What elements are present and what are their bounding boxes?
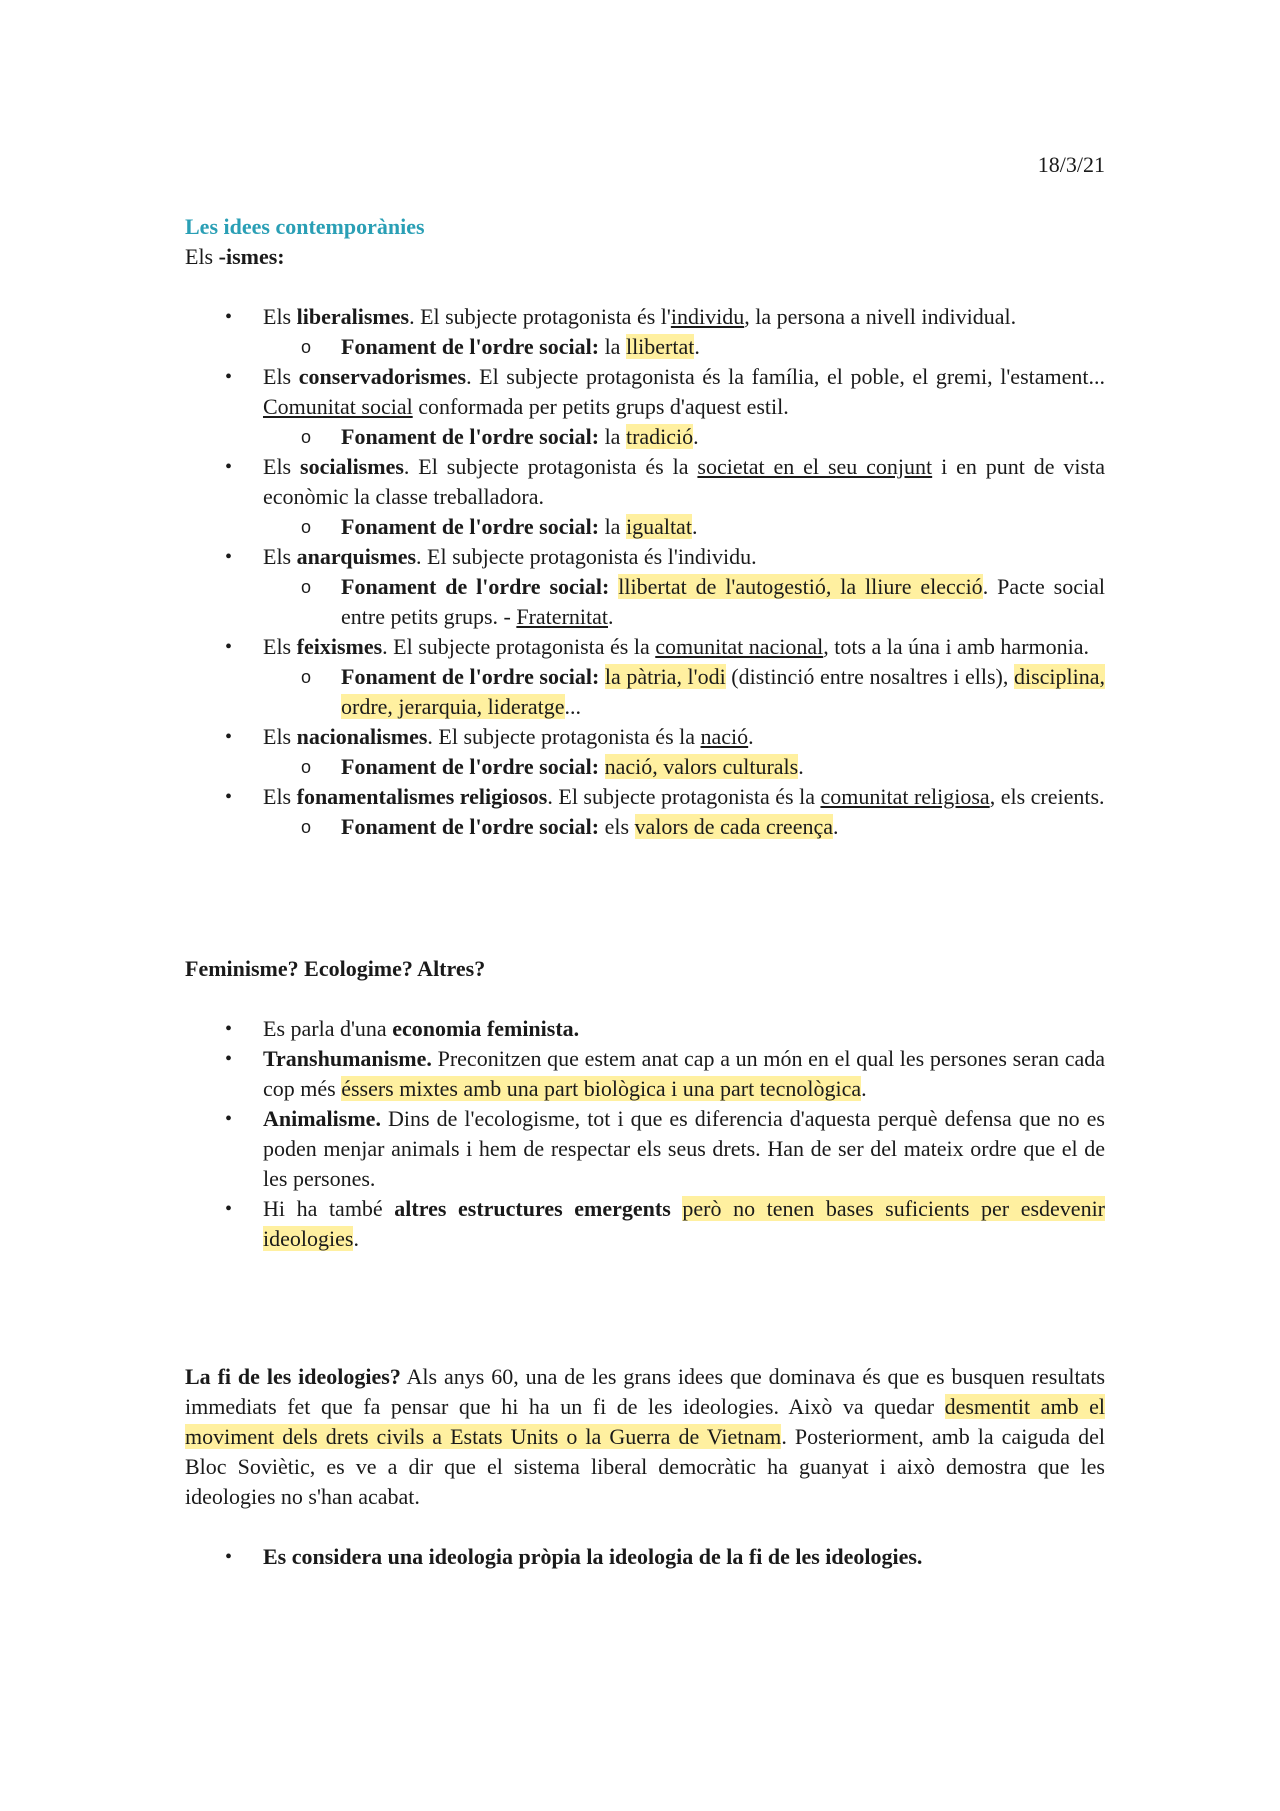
highlighted-text: valors de cada creença	[634, 814, 833, 839]
list-item	[185, 1542, 1105, 1572]
highlighted-text: la pàtria, l'odi	[604, 664, 726, 689]
item-text	[609, 574, 618, 599]
underlined-text: individu	[670, 304, 745, 329]
ism-name: anarquismes	[296, 544, 417, 569]
document-body	[185, 150, 1105, 1572]
item-text: .	[748, 724, 754, 749]
bold-text: economia feminista.	[392, 1016, 580, 1041]
item-text: .	[608, 604, 614, 629]
list-item	[185, 542, 1105, 632]
item-text: Es parla d'una	[263, 1016, 393, 1041]
foundation-label: Fonament de l'ordre social:	[341, 574, 610, 599]
foundation-label: Fonament de l'ordre social:	[341, 514, 600, 539]
item-text: la	[599, 514, 626, 539]
subtitle-prefix: Els	[185, 244, 219, 269]
foundation-label: Fonament de l'ordre social:	[341, 664, 600, 689]
item-text: .	[693, 424, 699, 449]
isms-list	[185, 302, 1105, 842]
list-item	[185, 722, 1105, 782]
list-item	[185, 1104, 1105, 1194]
item-text: la	[599, 334, 626, 359]
item-text: , la persona a nivell individual.	[744, 304, 1017, 329]
highlighted-text: llibertat de l'autogestió, la lliure elecció	[618, 574, 983, 599]
item-text: Els	[263, 724, 297, 749]
sub-list-item	[263, 812, 1105, 842]
underlined-text: Comunitat social	[263, 394, 413, 419]
item-text: Als anys 60, una de les grans idees que dominava és que es busquen resultats immediats fet que fa pensar que hi ha un fi de les ideologies. Això va quedar	[185, 1364, 1105, 1419]
subtitle	[185, 242, 1105, 272]
highlighted-text: igualtat	[625, 514, 692, 539]
item-text: . El subjecte protagonista és la	[547, 784, 821, 809]
item-text: , tots a la úna i amb harmonia.	[823, 634, 1090, 659]
item-text: .	[861, 1076, 867, 1101]
sub-list-item	[263, 572, 1105, 632]
list-item	[185, 632, 1105, 722]
highlighted-text: nació, valors culturals	[604, 754, 799, 779]
sub-list	[263, 662, 1105, 722]
ism-name: socialismes	[300, 454, 404, 479]
underlined-text: comunitat religiosa	[820, 784, 990, 809]
item-text: (distinció entre nosaltres i ells),	[725, 664, 1014, 689]
item-text: Els	[263, 544, 297, 569]
item-text: . El subjecte protagonista és l'individu.	[416, 544, 757, 569]
foundation-label: Fonament de l'ordre social:	[341, 334, 600, 359]
sub-list	[263, 752, 1105, 782]
item-text: Preconitzen que estem anat cap a un món en el qual les persones seran cada cop més	[263, 1046, 1105, 1101]
sub-list-item	[263, 512, 1105, 542]
ism-name: nacionalismes	[296, 724, 428, 749]
list-item	[185, 1014, 1105, 1044]
bold-text: Animalisme.	[263, 1106, 381, 1131]
date: 18/3/21	[1037, 152, 1105, 177]
spacer	[185, 842, 1105, 954]
list-item	[185, 1194, 1105, 1254]
item-text: .	[694, 334, 700, 359]
item-text	[599, 754, 605, 779]
item-text: Els	[263, 364, 299, 389]
sub-list	[263, 332, 1105, 362]
item-text	[671, 1196, 683, 1221]
bold-text: Es considera una ideologia pròpia la ideologia de la fi de les ideologies.	[263, 1544, 923, 1569]
end-of-ideologies-paragraph	[185, 1362, 1105, 1512]
ism-name: feixismes	[296, 634, 383, 659]
highlighted-text: desmentit amb el moviment dels drets civils a Estats Units o la Guerra de Vietnam	[185, 1394, 1105, 1449]
sub-list-item	[263, 332, 1105, 362]
list-item	[185, 782, 1105, 842]
item-text: Hi ha també	[263, 1196, 395, 1221]
item-text: la	[599, 424, 626, 449]
underlined-text: Fraternitat	[516, 604, 608, 629]
highlighted-text: disciplina, ordre, jerarquia, lideratge	[341, 664, 1106, 719]
ism-name: conservadorismes	[298, 364, 467, 389]
underlined-text: nació	[700, 724, 749, 749]
item-text: .	[353, 1226, 359, 1251]
sub-list	[263, 422, 1105, 452]
item-text: els	[599, 814, 635, 839]
ism-name: liberalismes	[296, 304, 410, 329]
list-item	[185, 452, 1105, 542]
sub-list	[263, 512, 1105, 542]
other-ideas-list	[185, 1014, 1105, 1254]
sub-list	[263, 812, 1105, 842]
item-text: Els	[263, 304, 297, 329]
page-title: Les idees contemporànies	[185, 214, 425, 239]
conclusion-list	[185, 1542, 1105, 1572]
list-item	[185, 362, 1105, 452]
section-heading: Feminisme? Ecologime? Altres?	[185, 956, 486, 981]
item-text: Dins de l'ecologisme, tot i que es diferencia d'aquesta perquè defensa que no es poden menjar animals i hem de respectar els seus drets. Han de ser del mateix ordre que el de les persones.	[263, 1106, 1105, 1191]
foundation-label: Fonament de l'ordre social:	[341, 814, 600, 839]
sub-list-item	[263, 752, 1105, 782]
item-text: , els creients.	[989, 784, 1105, 809]
item-text: . El subjecte protagonista és la família, el poble, el gremi, l'estament...	[466, 364, 1105, 389]
item-text: Els	[263, 454, 301, 479]
item-text: . El subjecte protagonista és l'	[409, 304, 671, 329]
bold-text: altres estructures emergents	[394, 1196, 671, 1221]
item-text: Els	[263, 634, 297, 659]
item-text: .	[691, 514, 698, 539]
item-text: conformada per petits grups d'aquest estil.	[412, 394, 789, 419]
item-text: . El subjecte protagonista és la	[427, 724, 701, 749]
item-text: . El subjecte protagonista és la	[403, 454, 698, 479]
item-text: . Posteriorment, amb la caiguda del Bloc Soviètic, es ve a dir que el sistema liberal democràtic ha guanyat i això demostra que les ideologies no s'han acabat.	[185, 1424, 1105, 1509]
item-text: . El subjecte protagonista és la	[382, 634, 656, 659]
underlined-text: societat en el seu conjunt	[697, 454, 933, 479]
foundation-label: Fonament de l'ordre social:	[341, 754, 600, 779]
item-text: Els	[263, 784, 297, 809]
spacer	[185, 1254, 1105, 1362]
sub-list	[263, 572, 1105, 632]
foundation-label: Fonament de l'ordre social:	[341, 424, 600, 449]
list-item	[185, 1044, 1105, 1104]
list-item	[185, 302, 1105, 362]
underlined-text: comunitat nacional	[655, 634, 824, 659]
highlighted-text: però no tenen bases suficients per esdevenir ideologies	[263, 1196, 1106, 1251]
highlighted-text: éssers mixtes amb una part biològica i una part tecnològica	[341, 1076, 862, 1101]
bold-text: La fi de les ideologies?	[185, 1364, 401, 1389]
item-text: . Pacte social entre petits grups. -	[341, 574, 1105, 629]
ism-name: fonamentalismes religiosos	[296, 784, 548, 809]
item-text: .	[798, 754, 804, 779]
bold-text: Transhumanisme.	[263, 1046, 432, 1071]
item-text: ...	[564, 694, 582, 719]
subtitle-bold: -ismes:	[218, 244, 285, 269]
highlighted-text: llibertat	[625, 334, 695, 359]
sub-list-item	[263, 422, 1105, 452]
highlighted-text: tradició	[625, 424, 694, 449]
item-text: .	[833, 814, 839, 839]
sub-list-item	[263, 662, 1105, 722]
item-text: i en punt de vista econòmic la classe treballadora.	[263, 454, 1105, 509]
